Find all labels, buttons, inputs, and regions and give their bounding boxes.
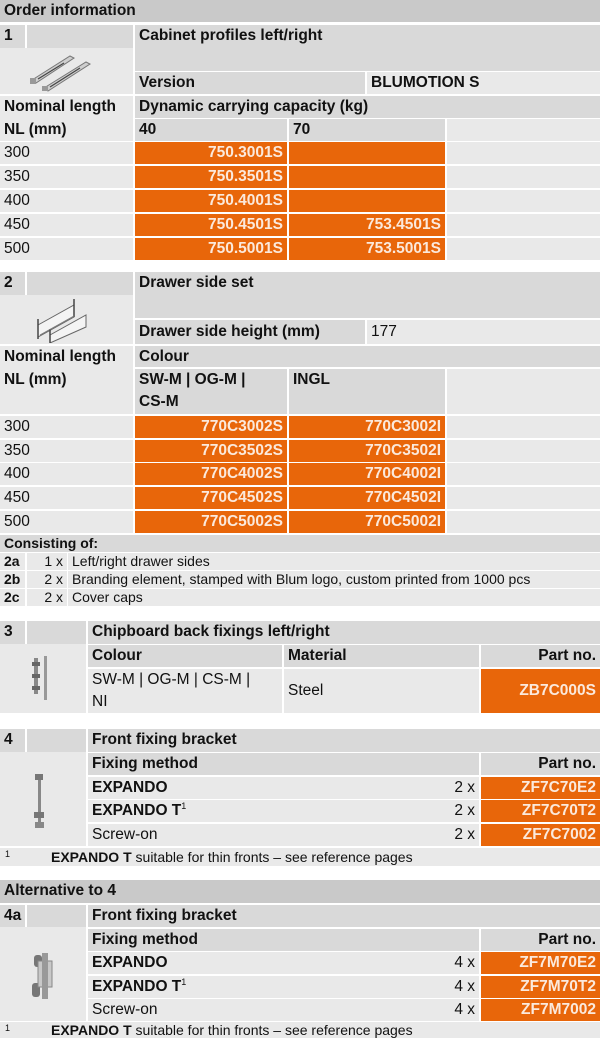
nominal-length-value: 300 bbox=[0, 142, 133, 164]
capacity-col-70: 70 bbox=[289, 119, 445, 141]
footnote-ref: 1 bbox=[181, 801, 187, 811]
colour-col-ingl: INGL bbox=[289, 369, 445, 414]
footnote-text-wrap bbox=[51, 848, 413, 866]
part-number-ingl[interactable]: 770C3502I bbox=[289, 440, 445, 462]
footnote-ref: 1 bbox=[181, 977, 187, 987]
item-number: 1 bbox=[0, 25, 25, 48]
cabinet-profiles-icon bbox=[28, 50, 104, 92]
fixing-method-label: EXPANDO T bbox=[92, 802, 182, 819]
fixing-method-label: EXPANDO bbox=[92, 954, 168, 971]
footnote-bold: EXPANDO T bbox=[51, 849, 132, 865]
item-number: 3 bbox=[0, 621, 25, 644]
item-number: 2 bbox=[0, 272, 25, 295]
part-number-70kg[interactable]: 753.4501S bbox=[289, 214, 445, 236]
part-number-ingl[interactable]: 770C3002I bbox=[289, 416, 445, 438]
consisting-text: Branding element, stamped with Blum logo, custom printed from 1000 pcs bbox=[68, 571, 600, 588]
consisting-qty: 2 x bbox=[27, 571, 67, 588]
empty-cell bbox=[447, 238, 600, 260]
footnote-text: suitable for thin fronts – see reference pages bbox=[131, 1022, 413, 1038]
product-image-cell bbox=[0, 644, 86, 713]
part-number-70kg[interactable] bbox=[289, 190, 445, 212]
fixing-method-label: EXPANDO bbox=[92, 779, 168, 796]
consisting-qty: 2 x bbox=[27, 589, 67, 606]
fixing-method bbox=[88, 999, 428, 1021]
colour-col-swm: SW-M | OG-M | CS-M bbox=[135, 369, 287, 414]
quantity: 4 x bbox=[428, 999, 479, 1021]
part-number[interactable]: ZF7M70E2 bbox=[481, 952, 600, 974]
empty-cell bbox=[447, 119, 600, 141]
colour-header: Colour bbox=[135, 346, 600, 367]
number-spacer bbox=[27, 272, 133, 295]
nl-mm-label: NL (mm) bbox=[4, 371, 67, 388]
empty-cell bbox=[447, 440, 600, 462]
fixing-method bbox=[88, 824, 428, 846]
part-no-col-header: Part no. bbox=[481, 929, 600, 951]
part-number[interactable]: ZF7M7002 bbox=[481, 999, 600, 1021]
drawer-height-value: 177 bbox=[367, 320, 600, 344]
part-number-ingl[interactable]: 770C4502I bbox=[289, 487, 445, 509]
number-spacer bbox=[27, 621, 86, 644]
drawer-height-label: Drawer side height (mm) bbox=[135, 320, 365, 344]
empty-cell bbox=[447, 416, 600, 438]
version-label: Version bbox=[135, 72, 365, 94]
empty-cell bbox=[447, 369, 600, 414]
material-col-header: Material bbox=[284, 645, 479, 667]
quantity: 2 x bbox=[428, 824, 479, 846]
part-number-40kg[interactable]: 750.3501S bbox=[135, 166, 287, 188]
empty-cell bbox=[447, 142, 600, 164]
fixing-method-label: Screw-on bbox=[92, 826, 158, 843]
fixing-method bbox=[88, 952, 428, 974]
empty-cell bbox=[447, 190, 600, 212]
quantity: 2 x bbox=[428, 800, 479, 822]
fixing-method-col-header: Fixing method bbox=[88, 929, 479, 951]
part-number-swm[interactable]: 770C4002S bbox=[135, 463, 287, 485]
nominal-length-value: 350 bbox=[0, 166, 133, 188]
empty-cell bbox=[447, 487, 600, 509]
drawer-side-set-icon bbox=[30, 297, 90, 343]
material-value: Steel bbox=[284, 669, 479, 713]
part-number-40kg[interactable]: 750.4001S bbox=[135, 190, 287, 212]
item-number: 4 bbox=[0, 729, 25, 752]
quantity: 2 x bbox=[428, 777, 479, 799]
nominal-length-value: 400 bbox=[0, 463, 133, 485]
nl-mm-label: NL (mm) bbox=[4, 121, 67, 138]
nominal-length-value: 500 bbox=[0, 238, 133, 260]
part-number-swm[interactable]: 770C3502S bbox=[135, 440, 287, 462]
part-number-swm[interactable]: 770C5002S bbox=[135, 511, 287, 533]
nominal-length-value: 450 bbox=[0, 487, 133, 509]
consisting-qty: 1 x bbox=[27, 553, 67, 570]
fixing-method bbox=[88, 976, 428, 998]
fixing-method-col-header: Fixing method bbox=[88, 753, 479, 775]
nominal-length-value: 350 bbox=[0, 440, 133, 462]
part-number-40kg[interactable]: 750.4501S bbox=[135, 214, 287, 236]
nominal-length-value: 500 bbox=[0, 511, 133, 533]
nominal-length-header bbox=[0, 96, 133, 141]
fixing-method-label: EXPANDO T bbox=[92, 978, 182, 995]
version-value: BLUMOTION S bbox=[367, 72, 600, 94]
colour-value: SW-M | OG-M | CS-M | NI bbox=[88, 669, 282, 713]
empty-cell bbox=[447, 511, 600, 533]
nominal-length-value: 400 bbox=[0, 190, 133, 212]
footnote-bold: EXPANDO T bbox=[51, 1022, 132, 1038]
consisting-id: 2a bbox=[0, 553, 25, 570]
part-no-col-header: Part no. bbox=[481, 753, 600, 775]
nominal-length-value: 450 bbox=[0, 214, 133, 236]
empty-cell bbox=[447, 463, 600, 485]
consisting-id: 2b bbox=[0, 571, 25, 588]
part-number-swm[interactable]: 770C3002S bbox=[135, 416, 287, 438]
footnote-mark: 1 bbox=[5, 1023, 11, 1033]
part-number[interactable]: ZF7C70E2 bbox=[481, 777, 600, 799]
nominal-length-header bbox=[0, 346, 133, 414]
item-number: 4a bbox=[0, 905, 25, 927]
empty-cell bbox=[447, 214, 600, 236]
product-image-cell bbox=[0, 48, 133, 94]
section-title: Chipboard back fixings left/right bbox=[88, 621, 600, 644]
front-fixing-bracket-alt-icon bbox=[26, 949, 56, 1003]
alternative-title: Alternative to 4 bbox=[0, 880, 600, 903]
product-image-cell bbox=[0, 752, 86, 846]
fixing-method-label: Screw-on bbox=[92, 1001, 158, 1018]
product-image-cell bbox=[0, 927, 86, 1021]
part-number-70kg[interactable] bbox=[289, 166, 445, 188]
part-number[interactable]: ZF7C70T2 bbox=[481, 800, 600, 822]
consisting-text: Left/right drawer sides bbox=[68, 553, 600, 570]
consisting-id: 2c bbox=[0, 589, 25, 606]
part-number-swm[interactable]: 770C4502S bbox=[135, 487, 287, 509]
nominal-length-label: Nominal length bbox=[4, 348, 116, 365]
section-title: Cabinet profiles left/right bbox=[135, 25, 600, 71]
product-image-cell bbox=[0, 295, 133, 344]
part-number-40kg[interactable]: 750.3001S bbox=[135, 142, 287, 164]
section-title: Front fixing bracket bbox=[88, 905, 600, 927]
part-number-40kg[interactable]: 750.5001S bbox=[135, 238, 287, 260]
footnote bbox=[0, 1022, 600, 1038]
part-number[interactable]: ZF7M70T2 bbox=[481, 976, 600, 998]
number-spacer bbox=[27, 905, 86, 927]
section-title: Drawer side set bbox=[135, 272, 600, 318]
fixing-method bbox=[88, 777, 428, 799]
page-title: Order information bbox=[0, 0, 600, 22]
part-number[interactable]: ZF7C7002 bbox=[481, 824, 600, 846]
quantity: 4 x bbox=[428, 952, 479, 974]
part-number[interactable]: ZB7C000S bbox=[481, 669, 600, 713]
section-title: Front fixing bracket bbox=[88, 729, 600, 752]
footnote-mark: 1 bbox=[5, 849, 11, 859]
part-number-ingl[interactable]: 770C5002I bbox=[289, 511, 445, 533]
empty-cell bbox=[447, 166, 600, 188]
consisting-text: Cover caps bbox=[68, 589, 600, 606]
part-number-70kg[interactable] bbox=[289, 142, 445, 164]
part-number-70kg[interactable]: 753.5001S bbox=[289, 238, 445, 260]
number-spacer bbox=[27, 729, 86, 752]
part-number-ingl[interactable]: 770C4002I bbox=[289, 463, 445, 485]
footnote bbox=[0, 848, 600, 866]
footnote-text-wrap bbox=[51, 1022, 413, 1038]
number-spacer bbox=[27, 25, 133, 48]
front-fixing-bracket-icon bbox=[32, 772, 48, 830]
capacity-header: Dynamic carrying capacity (kg) bbox=[135, 96, 600, 118]
footnote-text: suitable for thin fronts – see reference pages bbox=[131, 849, 413, 865]
colour-col-header: Colour bbox=[88, 645, 282, 667]
nominal-length-value: 300 bbox=[0, 416, 133, 438]
quantity: 4 x bbox=[428, 976, 479, 998]
part-no-col-header: Part no. bbox=[481, 645, 600, 667]
nominal-length-label: Nominal length bbox=[4, 98, 116, 115]
chipboard-back-fixings-icon bbox=[30, 652, 54, 704]
capacity-col-40: 40 bbox=[135, 119, 287, 141]
consisting-of-header: Consisting of: bbox=[0, 535, 600, 552]
fixing-method bbox=[88, 800, 428, 822]
